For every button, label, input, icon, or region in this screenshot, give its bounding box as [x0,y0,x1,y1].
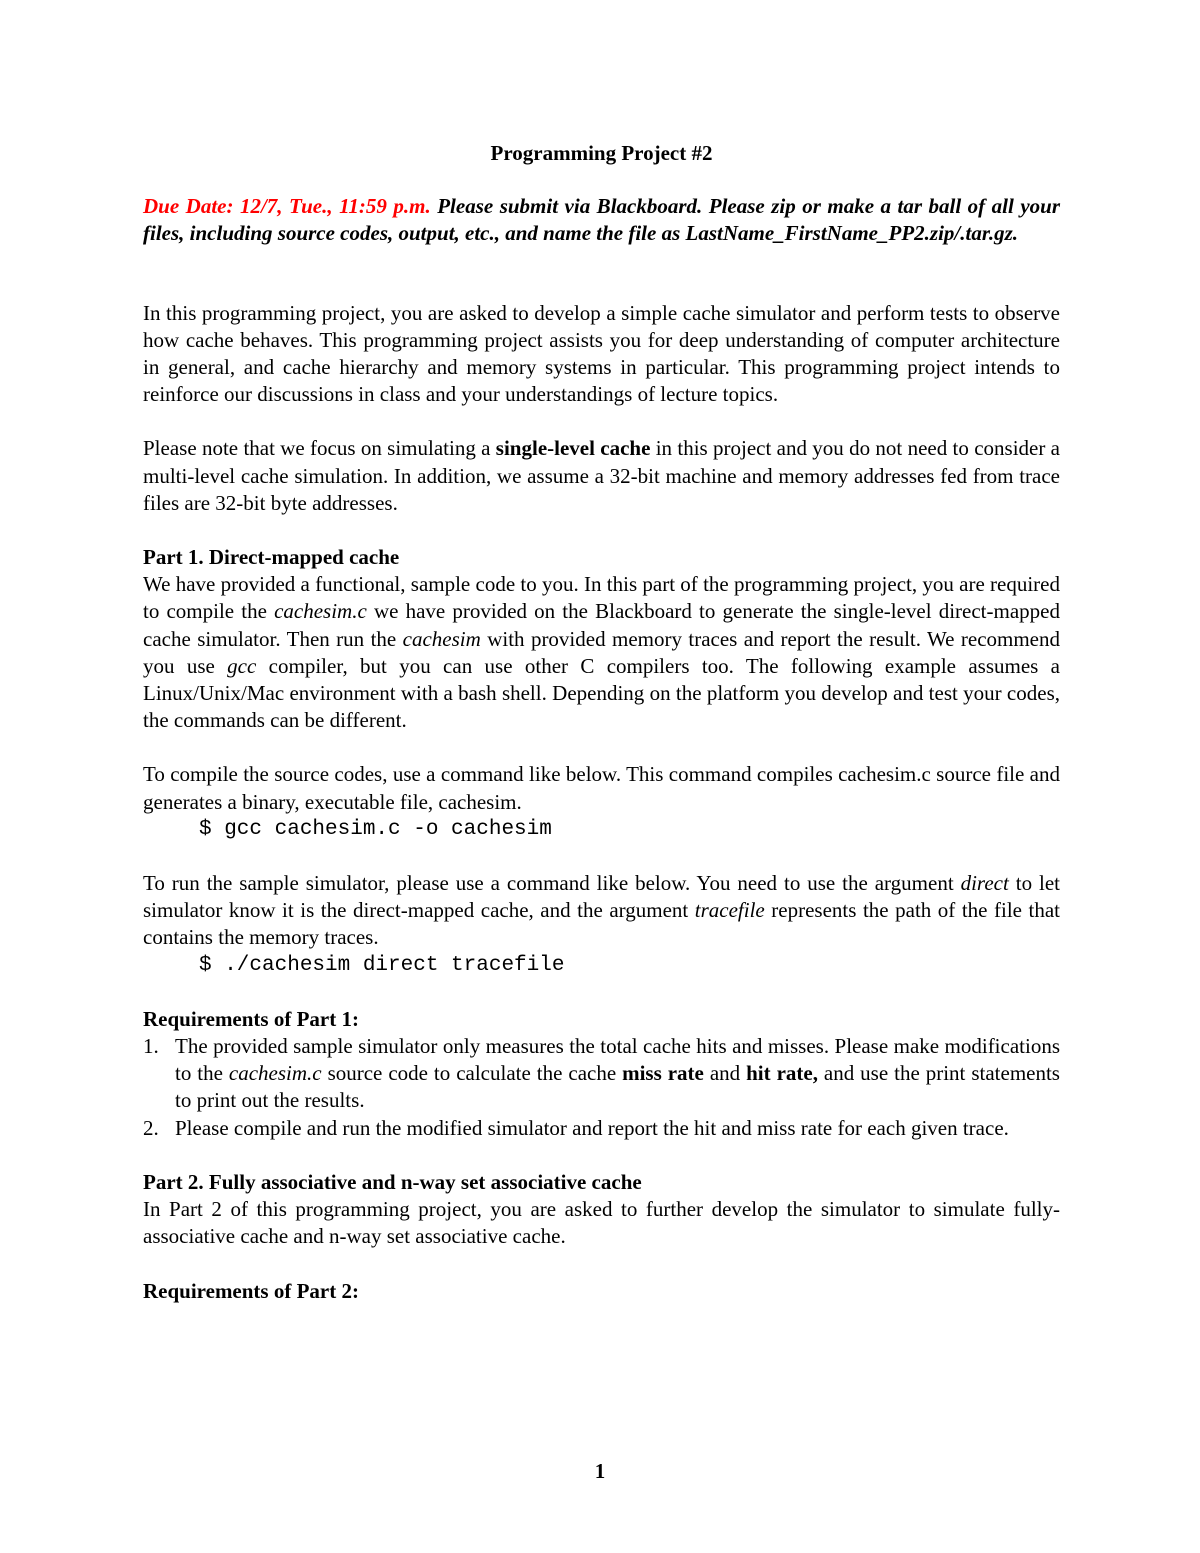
page-title: Programming Project #2 [490,141,713,165]
part2-paragraph: In Part 2 of this programming project, you are asked to further develop the simulator to simulate fully-associative cache and n-way set associative cache. [143,1197,1060,1249]
document-page [143,140,1060,1305]
run-paragraph: To run the sample simulator, please use a command like below. You need to use the argument direct to let simulator know it is the direct-mapped cache, and the argument tracefile represents the path of the file that contains the memory traces. [143,871,1060,950]
due-date: Due Date: 12/7, Tue., 11:59 p.m. [143,194,431,219]
compile-command: $ gcc cachesim.c -o cachesim [199,817,552,841]
run-command: $ ./cachesim direct tracefile [199,953,565,977]
part2-requirements-heading: Requirements of Part 2: [143,1278,359,1303]
list-item: 2. Please compile and run the modified simulator and report the hit and miss rate for each given trace. [143,1115,1009,1140]
part2-heading: Part 2. Fully associative and n-way set associative cache [143,1169,642,1194]
intro-paragraph: In this programming project, you are asked to develop a simple cache simulator and perform tests to observe how cache behaves. This programming project assists you for deep understanding of computer architecture in general, and cache hierarchy and memory systems in particular. This programming project intends to reinforce our discussions in class and your understandings of lecture topics. [143,300,1060,407]
part1-requirements-list [143,1033,1060,1142]
compile-paragraph: To compile the source codes, use a command like below. This command compiles cachesim.c source file and generates a binary, executable file, cachesim. [143,762,1060,814]
due-date-notice [143,193,1060,247]
part1-heading: Part 1. Direct-mapped cache [143,545,400,570]
part1-requirements-heading: Requirements of Part 1: [143,1006,359,1031]
part1-paragraph: We have provided a functional, sample code to you. In this part of the programming project, you are required to compile the cachesim.c we have provided on the Blackboard to generate the single-level direct-mapped cache simulator. Then run the cachesim with provided memory traces and report the result. We recommend you use gcc compiler, but you can use other C compilers too. The following example assumes a Linux/Unix/Mac environment with a bash shell. Depending on the platform you develop and test your codes, the commands can be different. [143,572,1061,733]
page-number: 1 [594,1459,606,1483]
list-item: 1. The provided sample simulator only measures the total cache hits and misses. Please make modifications to the cachesim.c source code to calculate the cache miss rate and hit rate, and use the print statements to print out the results. [143,1034,1060,1113]
submission-instructions: Please submit via Blackboard. Please zip or make a tar ball of all your files, including source codes, output, etc., and name the file as LastName_FirstName_PP2.zip/.tar.gz. [143,194,1060,246]
note-paragraph: Please note that we focus on simulating a single-level cache in this project and you do not need to consider a multi-level cache simulation. In addition, we assume a 32-bit machine and memory addresses fed from trace files are 32-bit byte addresses. [143,436,1060,515]
